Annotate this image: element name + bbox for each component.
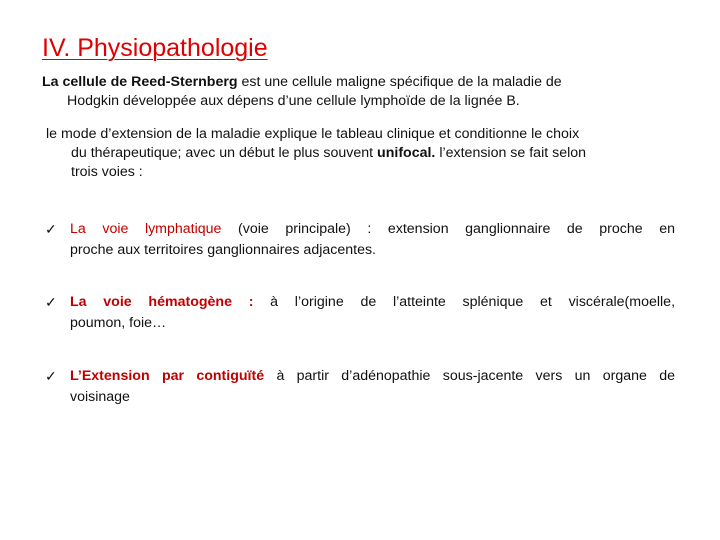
- bullet-label: La voie hématogène :: [70, 294, 254, 310]
- text-span: l’extension se fait selon: [435, 145, 587, 161]
- bullet-label: La voie lymphatique: [70, 221, 222, 237]
- paragraph-line: Hodgkin développée aux dépens d’une cellule lymphoïde de la lignée B.: [67, 93, 520, 109]
- bullet-line: poumon, foie…: [70, 315, 167, 331]
- bullet-label: L’Extension par contiguïté: [70, 368, 265, 384]
- paragraph-extension: [46, 125, 676, 182]
- bold-term: unifocal.: [377, 145, 436, 161]
- paragraph-reed-sternberg: [42, 73, 682, 111]
- checkmark-icon: ✓: [45, 221, 57, 237]
- bullet-item-contiguite: [45, 366, 675, 408]
- paragraph-line: trois voies :: [71, 164, 143, 180]
- bold-term: La cellule de Reed-Sternberg: [42, 74, 238, 90]
- bullet-line: [45, 366, 675, 387]
- page-title: IV. Physiopathologie: [42, 34, 268, 62]
- bullet-line: [45, 292, 675, 313]
- text-span: du thérapeutique; avec un début le plus souvent: [71, 145, 378, 161]
- text-span: à l’origine de l’atteinte splénique et viscérale(moelle,: [253, 294, 676, 310]
- checkmark-icon: ✓: [45, 294, 57, 310]
- text-span: est une cellule maligne spécifique de la maladie de: [237, 74, 562, 90]
- bullet-line: [45, 219, 675, 240]
- text-span: à partir d’adénopathie sous-jacente vers un organe de: [264, 368, 675, 384]
- paragraph-line: [42, 73, 682, 92]
- bullet-line: voisinage: [70, 389, 130, 405]
- paragraph-line: [46, 144, 676, 163]
- text-span: (voie principale) : extension ganglionnaire de proche en: [221, 221, 675, 237]
- checkmark-icon: ✓: [45, 368, 57, 384]
- bullet-item-lymphatique: [45, 219, 675, 261]
- bullet-line: proche aux territoires ganglionnaires adjacentes.: [70, 242, 377, 258]
- paragraph-line: le mode d’extension de la maladie explique le tableau clinique et conditionne le choix: [46, 126, 580, 142]
- bullet-item-hematogene: [45, 292, 675, 334]
